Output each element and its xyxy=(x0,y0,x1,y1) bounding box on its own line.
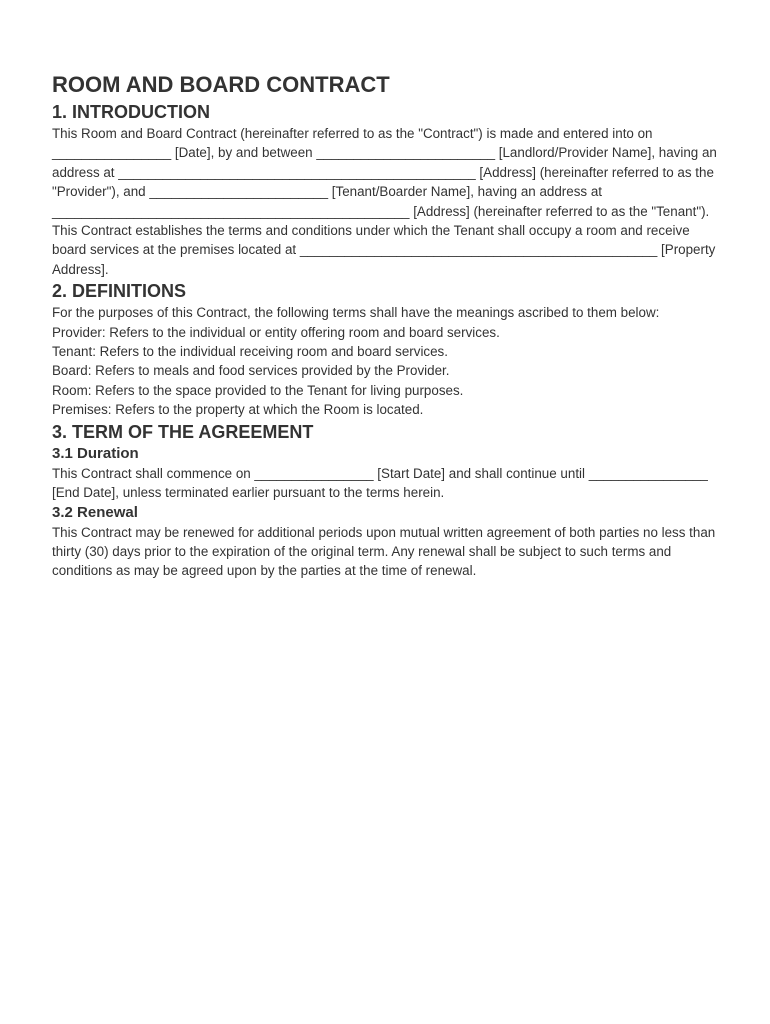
document-body xyxy=(52,70,718,581)
definition-item-provider: Provider: Refers to the individual or entity offering room and board services. xyxy=(52,324,500,340)
document-title: ROOM AND BOARD CONTRACT xyxy=(52,72,390,97)
section-heading-term: 3. TERM OF THE AGREEMENT xyxy=(52,421,314,442)
definitions-lead-paragraph: For the purposes of this Contract, the following terms shall have the meanings ascribed to them below: xyxy=(52,305,660,321)
renewal-paragraph: This Contract may be renewed for additional periods upon mutual written agreement of both parties no less than thirty (30) days prior to the expiration of the original term. Any renewal shall be subject to such terms and conditions as may be agreed upon by the parties at the time of renewal. xyxy=(52,524,716,579)
subsection-heading-renewal: 3.2 Renewal xyxy=(52,503,138,521)
definition-item-premises: Premises: Refers to the property at which the Room is located. xyxy=(52,402,424,418)
section-heading-introduction: 1. INTRODUCTION xyxy=(52,102,211,122)
definition-item-tenant: Tenant: Refers to the individual receiving room and board services. xyxy=(52,344,448,360)
definition-item-room: Room: Refers to the space provided to the Tenant for living purposes. xyxy=(52,382,464,398)
duration-paragraph: This Contract shall commence on ________________ [Start Date] and shall continue until ________________ [End Date], unless terminated earlier pursuant to the terms herein. xyxy=(52,465,708,501)
introduction-paragraph: This Room and Board Contract (hereinafter referred to as the "Contract") is made and entered into on ________________ [Date], by and between ________________________ [Landlord/Provider Name], having an address at ________________________________________________ [Address] (hereinafter referred to as the "Provider"), and ________________________ [Tenant/Boarder Name], having an address at ________________________________________________ [Address] (hereinafter referred to as the "Tenant"). This Contract establishes the terms and conditions under which the Tenant shall occupy a room and receive board services at the premises located at ________________________________________________ [Property Address]. xyxy=(52,126,717,277)
subsection-heading-duration: 3.1 Duration xyxy=(52,444,139,462)
definition-item-board: Board: Refers to meals and food services provided by the Provider. xyxy=(52,363,450,379)
section-heading-definitions: 2. DEFINITIONS xyxy=(52,281,187,302)
